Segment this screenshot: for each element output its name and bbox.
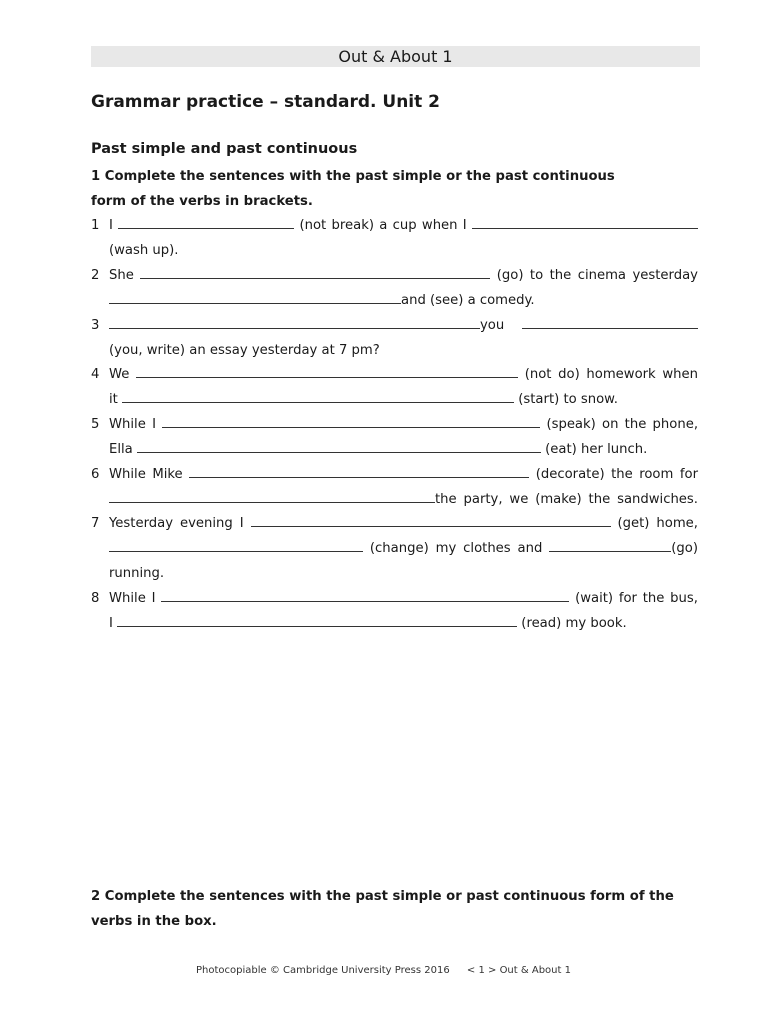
- footer: [196, 965, 571, 976]
- answer-blank[interactable]: [522, 314, 698, 329]
- exercise-1-instruction: 1 Complete the sentences with the past simple or the past continuous form of the verbs in brackets.: [91, 169, 615, 209]
- question-text: (wash up).: [109, 242, 179, 258]
- question-text: (start) to snow.: [518, 391, 618, 407]
- question-8: [91, 587, 700, 637]
- answer-blank[interactable]: [118, 214, 294, 229]
- answer-blank[interactable]: [140, 264, 490, 279]
- question-number: 2: [91, 268, 100, 283]
- question-number: 8: [91, 591, 100, 606]
- page-title: Grammar practice – standard. Unit 2: [91, 92, 441, 112]
- question-text: (not do) homework when: [524, 367, 698, 382]
- answer-blank[interactable]: [109, 488, 435, 503]
- answer-blank[interactable]: [122, 388, 514, 403]
- question-text: (not break) a cup when I: [299, 218, 467, 233]
- answer-blank[interactable]: [161, 587, 569, 602]
- question-text: (wait) for the bus,: [575, 591, 698, 606]
- question-number: 3: [91, 318, 100, 333]
- section-heading: Past simple and past continuous: [91, 141, 358, 157]
- question-text: Yesterday evening I: [109, 516, 244, 531]
- question-text: the party, we (make) the sandwiches.: [435, 491, 698, 507]
- question-text: I: [109, 218, 113, 233]
- answer-blank[interactable]: [472, 214, 698, 229]
- question-5: [91, 413, 700, 463]
- question-text: (get) home,: [617, 516, 698, 531]
- question-2: [91, 264, 700, 314]
- question-text: While I: [109, 591, 156, 606]
- answer-blank[interactable]: [549, 537, 671, 552]
- question-text: (speak) on the phone,: [546, 417, 699, 432]
- question-text: (go): [671, 540, 699, 556]
- answer-blank[interactable]: [137, 438, 541, 453]
- question-text: We: [109, 367, 130, 382]
- question-7: [91, 512, 700, 586]
- question-number: 6: [91, 467, 100, 482]
- answer-blank[interactable]: [189, 463, 529, 478]
- header-bar: [91, 46, 700, 67]
- question-number: 7: [91, 516, 100, 531]
- question-6: [91, 463, 700, 513]
- answer-blank[interactable]: [109, 289, 401, 304]
- answer-blank[interactable]: [251, 512, 611, 527]
- question-text: (decorate) the room for: [535, 467, 698, 482]
- answer-blank[interactable]: [162, 413, 540, 428]
- answer-blank[interactable]: [136, 363, 518, 378]
- question-text: and (see) a comedy.: [401, 292, 535, 308]
- question-text: (eat) her lunch.: [545, 441, 648, 457]
- question-3: [91, 314, 700, 364]
- question-text: it: [109, 391, 118, 407]
- question-text: While Mike: [109, 467, 183, 482]
- answer-blank[interactable]: [109, 537, 363, 552]
- question-number: 4: [91, 367, 100, 382]
- question-text: you: [480, 318, 505, 333]
- copyright-text: Photocopiable © Cambridge University Press 2016: [196, 965, 450, 976]
- answer-blank[interactable]: [109, 314, 480, 329]
- question-4: [91, 363, 700, 413]
- question-text: (go) to the cinema yesterday: [496, 268, 698, 283]
- answer-blank[interactable]: [117, 612, 517, 627]
- question-text: running.: [109, 565, 165, 581]
- question-text: (read) my book.: [521, 615, 627, 631]
- exercise-2-instruction: 2 Complete the sentences with the past simple or past continuous form of the verbs in the box.: [91, 889, 674, 929]
- question-text: She: [109, 268, 134, 283]
- question-number: 1: [91, 218, 100, 233]
- question-text: (change) my clothes and: [369, 540, 543, 556]
- question-text: Ella: [109, 441, 133, 457]
- question-number: 5: [91, 417, 100, 432]
- question-text: I: [109, 615, 113, 631]
- question-text: (you, write) an essay yesterday at 7 pm?: [109, 342, 380, 358]
- question-text: While I: [109, 417, 156, 432]
- book-title: Out & About 1: [338, 47, 453, 66]
- question-1: [91, 214, 700, 264]
- page-navigation[interactable]: < 1 > Out & About 1: [466, 965, 571, 976]
